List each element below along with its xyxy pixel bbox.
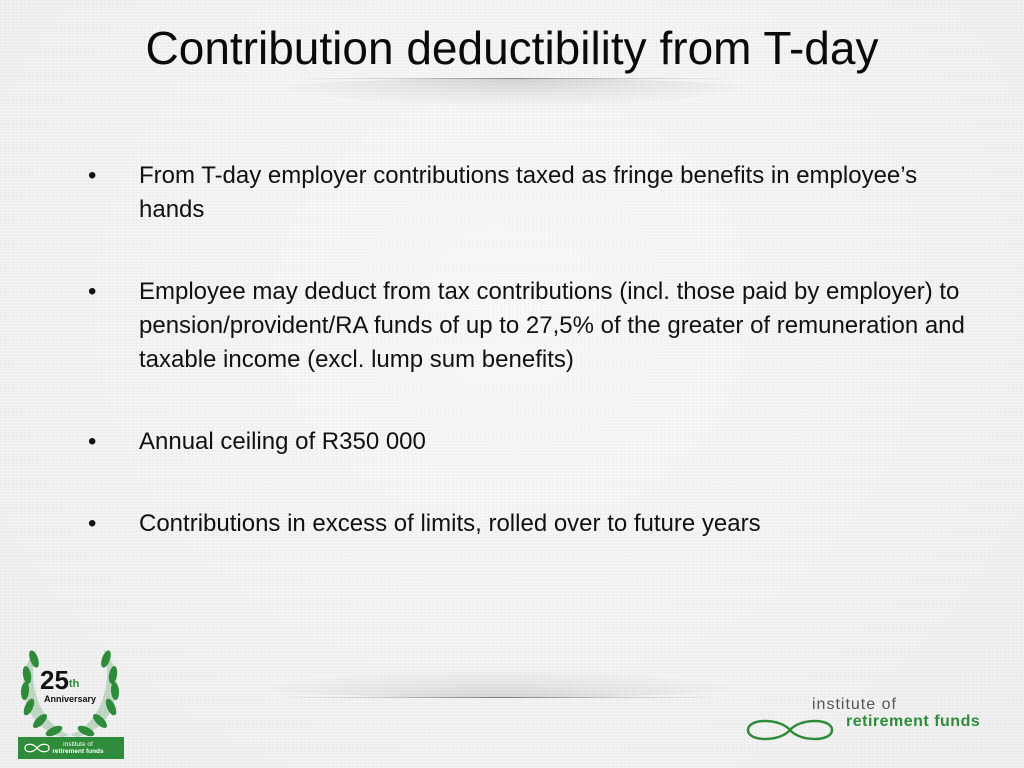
badge-plate <box>18 737 124 759</box>
bullet-marker: • <box>88 278 97 305</box>
bullet-text: From T-day employer contributions taxed as fringe benefits in employee’s hands <box>139 162 918 223</box>
logo-line1: institute of <box>812 696 897 713</box>
badge-plate-line2: retirement funds <box>52 748 104 755</box>
bullet-marker: • <box>88 162 97 189</box>
title-underline-swoosh <box>255 78 775 108</box>
footer-swoosh <box>240 668 760 698</box>
bullet-marker: • <box>88 510 97 537</box>
bullet-item <box>88 275 968 377</box>
bullet-text: Annual ceiling of R350 000 <box>139 428 426 455</box>
bullet-item <box>88 507 968 541</box>
anniversary-badge <box>14 645 126 757</box>
bullet-text: Employee may deduct from tax contributions (incl. those paid by employer) to pension/provident/RA funds of up to 27,5% of the greater of remuneration and taxable income (excl. lump sum benefits) <box>139 278 965 373</box>
slide-title: Contribution deductibility from T-day <box>145 22 879 74</box>
badge-plate-line1: institute of <box>63 741 93 748</box>
bullet-item <box>88 159 968 227</box>
bullet-item <box>88 425 968 459</box>
irf-logo <box>740 696 1010 746</box>
infinity-icon <box>740 716 840 744</box>
badge-label: Anniversary <box>43 694 97 704</box>
bullet-text: Contributions in excess of limits, rolled over to future years <box>139 510 761 537</box>
logo-line2: retirement funds <box>846 713 981 730</box>
badge-suffix: th <box>68 678 80 690</box>
bullet-marker: • <box>88 428 97 455</box>
badge-number-text: 25 <box>40 665 69 695</box>
bullet-list <box>88 159 968 589</box>
